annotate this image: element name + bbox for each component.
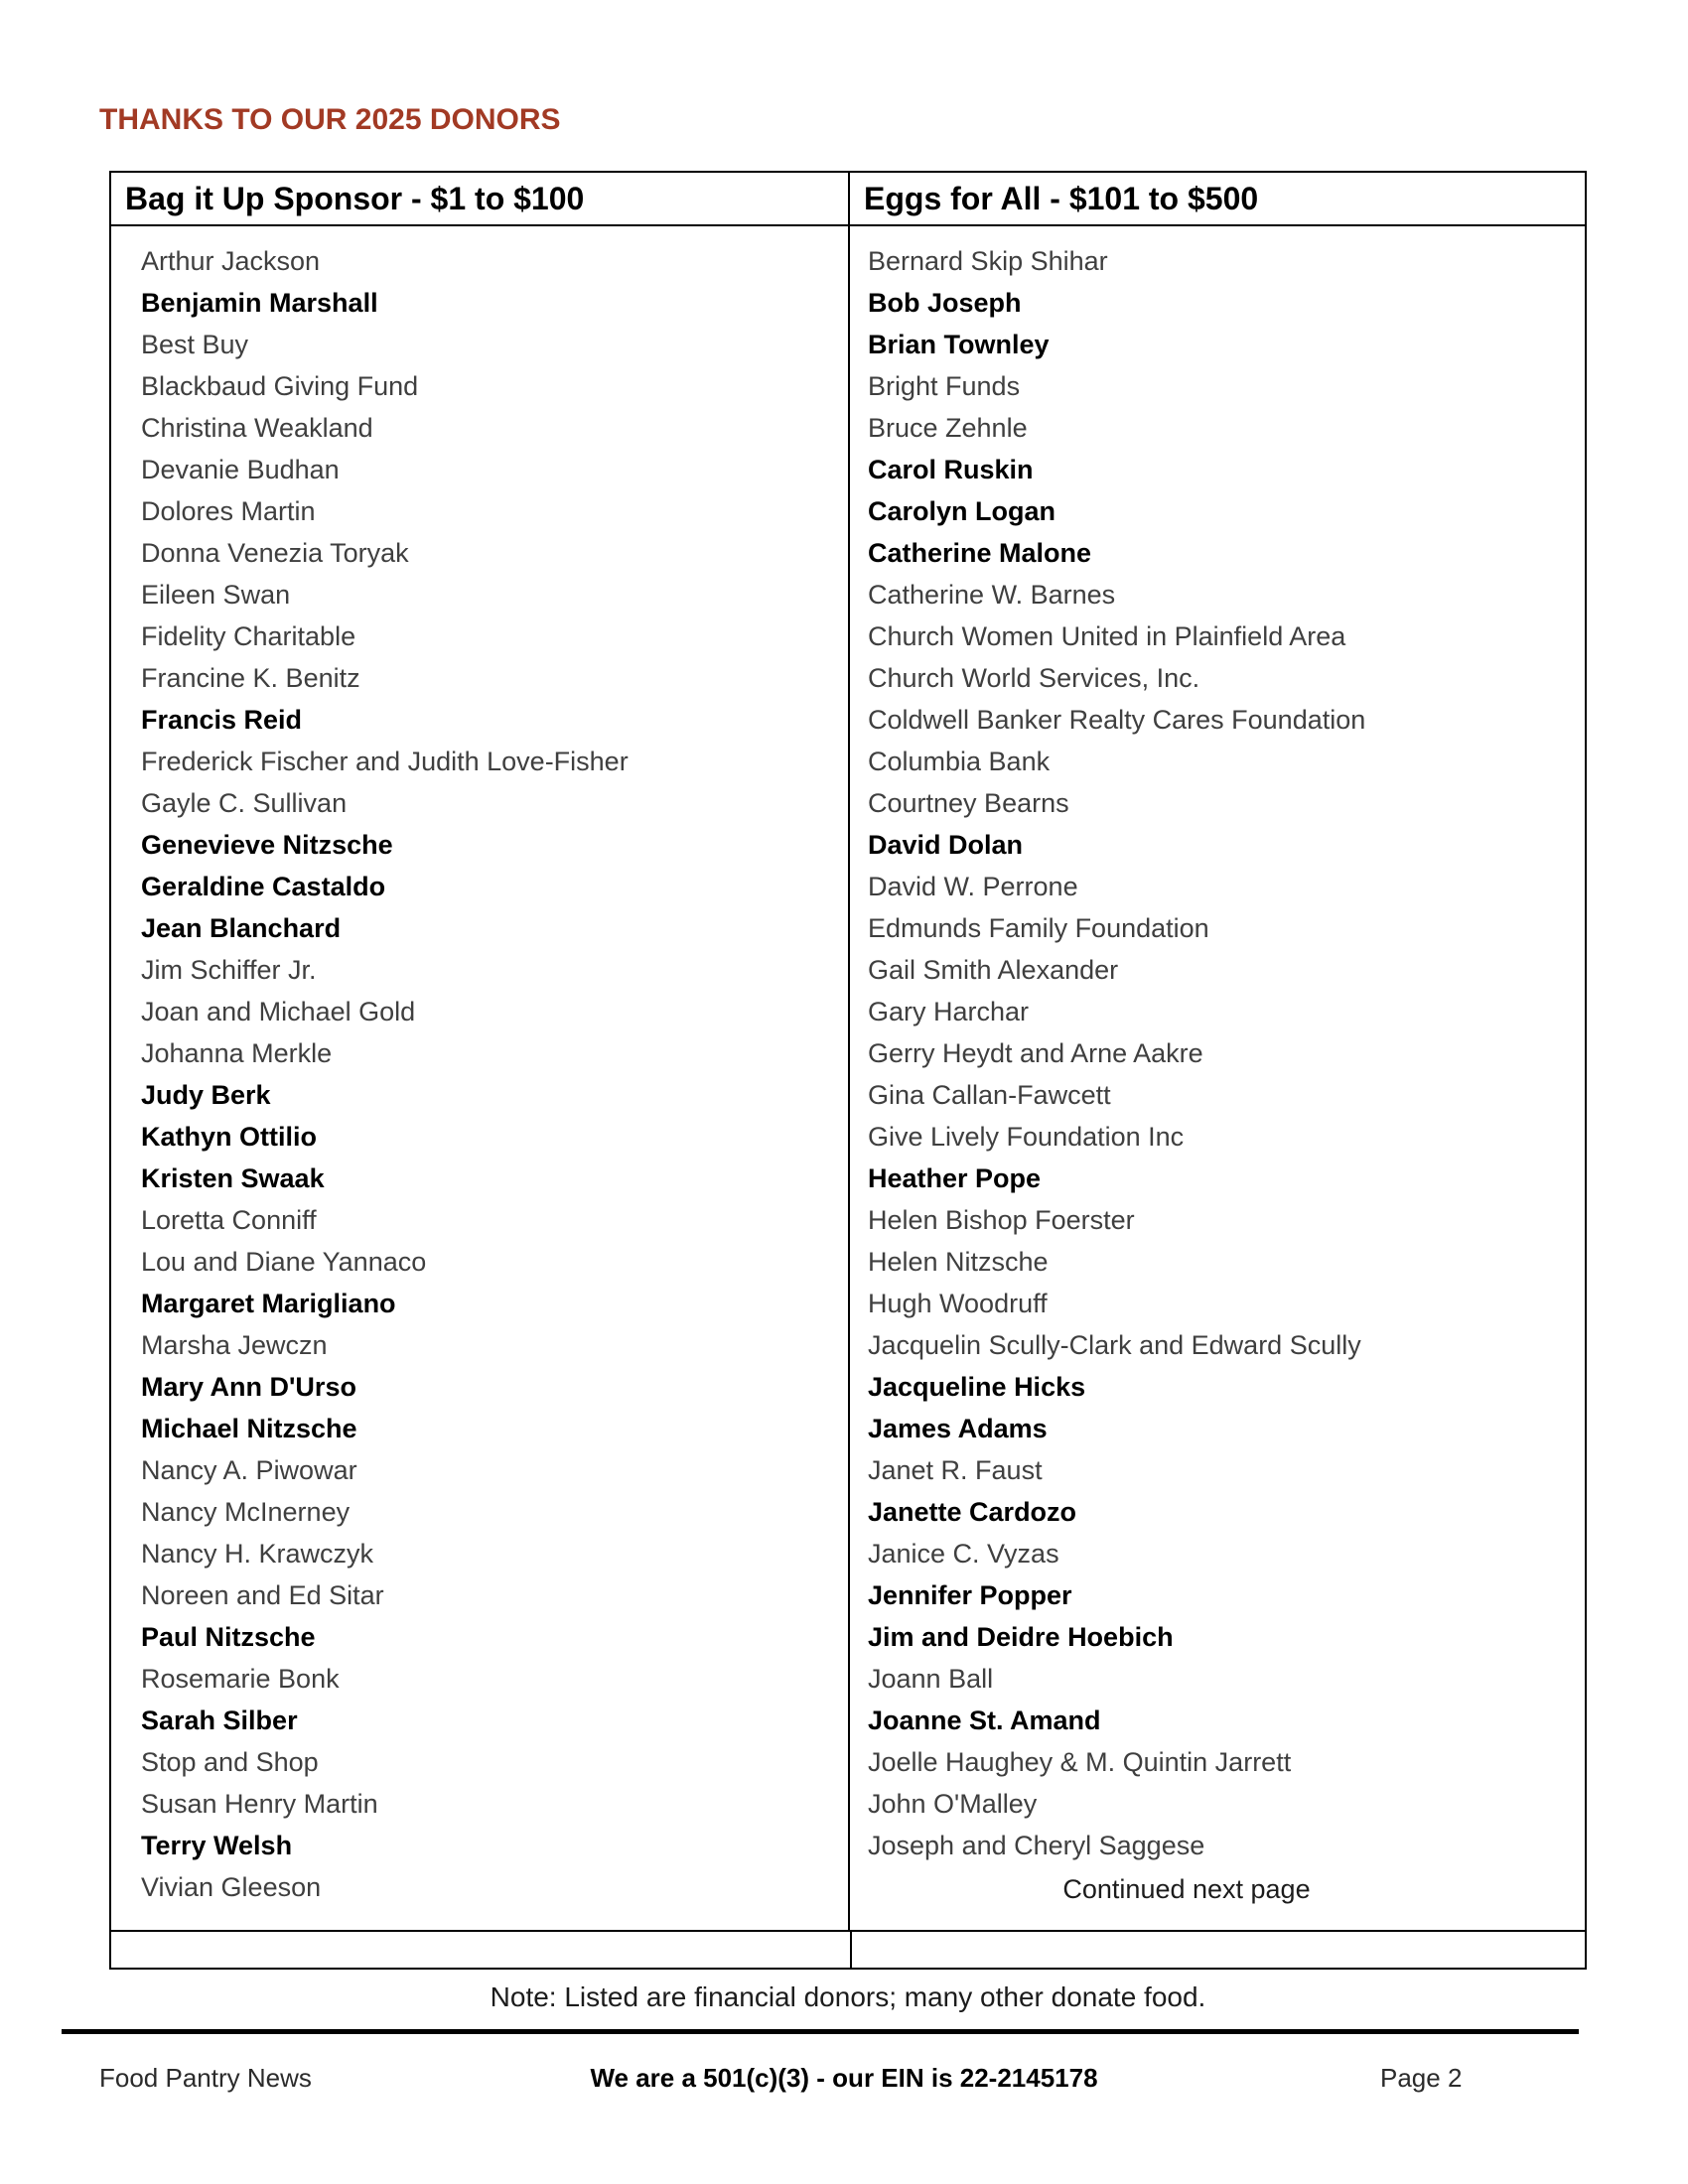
donor-name: Jim and Deidre Hoebich bbox=[868, 1622, 1174, 1652]
donor-name: John O'Malley bbox=[868, 1789, 1038, 1819]
donor-name: Bright Funds bbox=[868, 371, 1021, 401]
footer-ein-statement: We are a 501(c)(3) - our EIN is 22-2145178 bbox=[590, 2063, 1098, 2093]
donor-name: Arthur Jackson bbox=[141, 246, 321, 276]
donor-name: Church World Services, Inc. bbox=[868, 663, 1200, 693]
donor-name: David Dolan bbox=[868, 830, 1024, 860]
donor-name: Jacquelin Scully-Clark and Edward Scully bbox=[868, 1330, 1361, 1360]
donor-name: Frederick Fischer and Judith Love-Fisher bbox=[141, 747, 629, 776]
donor-name: Loretta Conniff bbox=[141, 1205, 317, 1235]
donor-name: Michael Nitzsche bbox=[141, 1414, 357, 1443]
donor-name: Courtney Bearns bbox=[868, 788, 1069, 818]
donor-name: Vivian Gleeson bbox=[141, 1872, 322, 1902]
footer-page-number: Page 2 bbox=[1380, 2063, 1463, 2093]
donor-name: Susan Henry Martin bbox=[141, 1789, 378, 1819]
donor-name: Dolores Martin bbox=[141, 496, 316, 526]
donor-name: Joan and Michael Gold bbox=[141, 997, 416, 1026]
empty-cell-right bbox=[852, 1932, 1585, 1968]
donor-name: Catherine Malone bbox=[868, 538, 1092, 568]
financial-donors-note: Note: Listed are financial donors; many other donate food. bbox=[490, 1981, 1206, 2012]
donor-name: Jacqueline Hicks bbox=[868, 1372, 1086, 1402]
table-empty-row bbox=[111, 1930, 1585, 1968]
donor-name: Gina Callan-Fawcett bbox=[868, 1080, 1111, 1110]
donor-name: Hugh Woodruff bbox=[868, 1289, 1048, 1318]
donor-list-bag-it-up bbox=[111, 226, 850, 1930]
donor-name: Genevieve Nitzsche bbox=[141, 830, 393, 860]
donor-name: Terry Welsh bbox=[141, 1831, 293, 1860]
donor-name: Columbia Bank bbox=[868, 747, 1051, 776]
donor-name: Edmunds Family Foundation bbox=[868, 913, 1209, 943]
donor-name: Mary Ann D'Urso bbox=[141, 1372, 356, 1402]
donor-name: Donna Venezia Toryak bbox=[141, 538, 409, 568]
continued-next-page-note: Continued next page bbox=[1062, 1874, 1311, 1904]
donor-name: Stop and Shop bbox=[141, 1747, 319, 1777]
donor-name: Kristen Swaak bbox=[141, 1163, 325, 1193]
donor-name: Catherine W. Barnes bbox=[868, 580, 1116, 610]
donor-name: Joseph and Cheryl Saggese bbox=[868, 1831, 1205, 1860]
donor-name: Give Lively Foundation Inc bbox=[868, 1122, 1185, 1152]
donor-name: Jennifer Popper bbox=[868, 1580, 1072, 1610]
donor-name: Fidelity Charitable bbox=[141, 621, 356, 651]
donor-name: Carol Ruskin bbox=[868, 455, 1034, 484]
footer-newsletter-name: Food Pantry News bbox=[99, 2063, 312, 2093]
donor-name: Gerry Heydt and Arne Aakre bbox=[868, 1038, 1203, 1068]
donor-name: James Adams bbox=[868, 1414, 1048, 1443]
donor-name: Margaret Marigliano bbox=[141, 1289, 396, 1318]
column-header-bag-it-up-sponsor: Bag it Up Sponsor - $1 to $100 bbox=[111, 173, 850, 224]
donor-name: Coldwell Banker Realty Cares Foundation bbox=[868, 705, 1366, 735]
donor-name: Johanna Merkle bbox=[141, 1038, 333, 1068]
footer-divider-rule bbox=[62, 2029, 1579, 2034]
donor-name: Judy Berk bbox=[141, 1080, 271, 1110]
donor-name: Brian Townley bbox=[868, 330, 1050, 359]
donor-name: Bruce Zehnle bbox=[868, 413, 1028, 443]
donor-name: Lou and Diane Yannaco bbox=[141, 1247, 427, 1277]
donor-name: Joann Ball bbox=[868, 1664, 994, 1694]
donor-list-right-names bbox=[868, 240, 1585, 1866]
donor-name: Nancy McInerney bbox=[141, 1497, 351, 1527]
donor-name: Francine K. Benitz bbox=[141, 663, 360, 693]
donor-name: Janette Cardozo bbox=[868, 1497, 1077, 1527]
donor-name: Jim Schiffer Jr. bbox=[141, 955, 317, 985]
donor-name: Blackbaud Giving Fund bbox=[141, 371, 419, 401]
donor-name: Gail Smith Alexander bbox=[868, 955, 1119, 985]
donor-list-eggs-for-all bbox=[850, 226, 1585, 1930]
page-title: THANKS TO OUR 2025 DONORS bbox=[99, 103, 561, 136]
donor-name: Gary Harchar bbox=[868, 997, 1030, 1026]
donor-name: Helen Nitzsche bbox=[868, 1247, 1049, 1277]
donor-table bbox=[109, 171, 1587, 1970]
column-header-eggs-for-all: Eggs for All - $101 to $500 bbox=[864, 181, 1259, 216]
donor-name: Joanne St. Amand bbox=[868, 1706, 1101, 1735]
table-header-row bbox=[111, 173, 1585, 226]
donor-name: Kathyn Ottilio bbox=[141, 1122, 317, 1152]
donor-name: Sarah Silber bbox=[141, 1706, 298, 1735]
page-footer bbox=[0, 2063, 1688, 2103]
donor-name: Devanie Budhan bbox=[141, 455, 340, 484]
donor-name: Helen Bishop Foerster bbox=[868, 1205, 1135, 1235]
donor-name: Carolyn Logan bbox=[868, 496, 1056, 526]
donor-name: Marsha Jewczn bbox=[141, 1330, 328, 1360]
donor-name: Jean Blanchard bbox=[141, 913, 342, 943]
table-body-row bbox=[111, 226, 1585, 1930]
donor-name: Nancy A. Piwowar bbox=[141, 1455, 357, 1485]
donor-name: Heather Pope bbox=[868, 1163, 1042, 1193]
empty-cell-left bbox=[111, 1932, 852, 1968]
donor-name: Rosemarie Bonk bbox=[141, 1664, 340, 1694]
donor-name: Paul Nitzsche bbox=[141, 1622, 316, 1652]
donor-name: Best Buy bbox=[141, 330, 249, 359]
donor-name: Francis Reid bbox=[141, 705, 303, 735]
donor-name: Christina Weakland bbox=[141, 413, 373, 443]
donor-name: Benjamin Marshall bbox=[141, 288, 378, 318]
donor-name: Bernard Skip Shihar bbox=[868, 246, 1108, 276]
donor-name: Joelle Haughey & M. Quintin Jarrett bbox=[868, 1747, 1292, 1777]
donor-name: Eileen Swan bbox=[141, 580, 291, 610]
donor-name: Janet R. Faust bbox=[868, 1455, 1043, 1485]
donor-name: Nancy H. Krawczyk bbox=[141, 1539, 374, 1569]
donor-name: David W. Perrone bbox=[868, 872, 1078, 901]
donor-name: Gayle C. Sullivan bbox=[141, 788, 348, 818]
donor-name: Noreen and Ed Sitar bbox=[141, 1580, 384, 1610]
donor-name: Janice C. Vyzas bbox=[868, 1539, 1059, 1569]
donor-name: Bob Joseph bbox=[868, 288, 1022, 318]
donor-name: Geraldine Castaldo bbox=[141, 872, 386, 901]
donor-name: Church Women United in Plainfield Area bbox=[868, 621, 1346, 651]
